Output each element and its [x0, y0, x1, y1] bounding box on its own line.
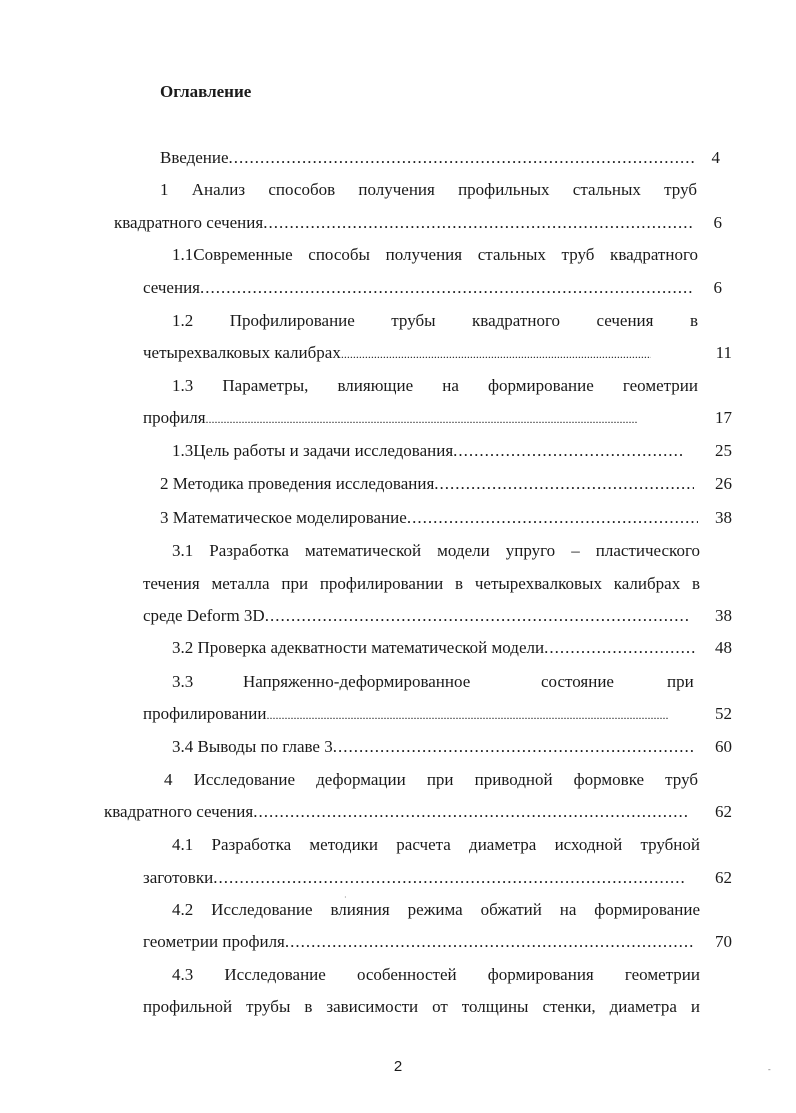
toc-leader [434, 474, 694, 494]
toc-page-number: 4 [711, 148, 720, 167]
toc-entry-2 [160, 474, 694, 494]
toc-page-number: 6 [713, 278, 722, 297]
toc-leader [266, 705, 668, 725]
toc-leader [206, 409, 637, 429]
toc-entry-1-line2 [114, 213, 694, 233]
toc-leader [453, 441, 684, 461]
toc-leader [263, 213, 694, 233]
toc-page-number: 52 [715, 704, 732, 723]
toc-entry-4-2-line2 [143, 932, 695, 952]
toc-entry-3-3-word2: состояние [541, 672, 614, 691]
toc-entry-1-2-line2 [143, 343, 651, 364]
toc-entry-1-3-line1: 1.3 Параметры, влияющие на формирование геометрии [172, 376, 698, 395]
toc-entry-4-1-line1: 4.1 Разработка методики расчета диаметра исходной трубной [172, 835, 700, 854]
toc-entry-1-2-line1: 1.2 Профилирование трубы квадратного сечения в [172, 311, 698, 330]
toc-entry-1-3-line2 [143, 408, 637, 429]
toc-entry-1-1-line2 [143, 278, 694, 298]
toc-entry-3-3-line2 [143, 704, 668, 725]
toc-page-number: 6 [713, 213, 722, 232]
toc-text: профилировании [143, 704, 267, 723]
toc-page-number: 60 [715, 737, 732, 756]
toc-leader [285, 932, 695, 952]
toc-page-number: 38 [715, 508, 732, 527]
toc-entry-3 [160, 508, 698, 528]
toc-text: четырехвалковых калибрах [143, 343, 341, 362]
toc-text: заготовки [143, 868, 214, 887]
toc-text: Введение [160, 148, 229, 167]
toc-page-number: 62 [715, 868, 732, 887]
toc-leader [544, 638, 696, 658]
toc-entry-3-3-word3: при [667, 672, 694, 691]
toc-text: среде Deform 3D [143, 606, 265, 625]
toc-leader [253, 802, 688, 822]
toc-text: квадратного сечения [104, 802, 254, 821]
toc-page-number: 70 [715, 932, 732, 951]
toc-text: 1.3Цель работы и задачи исследования [172, 441, 454, 460]
toc-entry-3-2 [172, 638, 696, 658]
toc-text: сечения [143, 278, 200, 297]
toc-entry-4-line2 [104, 802, 688, 822]
scan-speck: - [768, 1065, 771, 1074]
toc-page-number: 25 [715, 441, 732, 460]
toc-entry-1-1-line1: 1.1Современные способы получения стальных труб квадратного [172, 245, 698, 264]
page-title: Оглавление [160, 82, 252, 101]
toc-page-number: 48 [715, 638, 732, 657]
toc-entry-3-1-line3 [143, 606, 688, 626]
toc-entry-3-4 [172, 737, 696, 757]
page-number: 2 [393, 1058, 403, 1075]
toc-entry-1-3b [172, 441, 684, 461]
toc-leader [213, 868, 686, 888]
toc-text: 3 Математическое моделирование [160, 508, 407, 527]
toc-leader [200, 278, 694, 298]
toc-entry-3-3-word1: Напряженно-деформированное [243, 672, 471, 691]
toc-text: геометрии профиля [143, 932, 285, 951]
toc-text: 2 Методика проведения исследования [160, 474, 435, 493]
toc-text: 3.2 Проверка адекватности математической модели [172, 638, 545, 657]
toc-leader [229, 148, 694, 168]
toc-entry-4-1-line2 [143, 868, 686, 888]
toc-leader [407, 508, 698, 528]
toc-page-number: 62 [715, 802, 732, 821]
toc-page-number: 26 [715, 474, 732, 493]
toc-leader [333, 737, 696, 757]
toc-entry-3-1-line1: 3.1 Разработка математической модели упруго – пластического [172, 541, 700, 560]
toc-text: квадратного сечения [114, 213, 264, 232]
toc-entry-3-1-line2: течения металла при профилировании в четырехвалковых калибрах в [143, 574, 700, 593]
toc-text: 3.4 Выводы по главе 3 [172, 737, 333, 756]
toc-page-number: 17 [715, 408, 732, 427]
toc-entry-intro [160, 148, 694, 168]
toc-entry-4-3-line1: 4.3 Исследование особенностей формирования геометрии [172, 965, 700, 984]
toc-text: профиля [143, 408, 206, 427]
toc-entry-4-3-line2: профильной трубы в зависимости от толщины стенки, диаметра и [143, 997, 700, 1016]
toc-entry-4-2-line1: 4.2 Исследование влияния режима обжатий на формирование [172, 900, 700, 919]
scan-speck: · [344, 893, 347, 902]
toc-entry-1-line1: 1 Анализ способов получения профильных стальных труб [160, 180, 697, 199]
toc-leader [265, 606, 688, 626]
toc-page-number: 11 [715, 343, 732, 362]
toc-page-number: 38 [715, 606, 732, 625]
toc-entry-3-3-num: 3.3 [172, 672, 194, 691]
toc-entry-4-line1: 4 Исследование деформации при приводной формовке труб [164, 770, 698, 789]
toc-leader [341, 344, 651, 364]
